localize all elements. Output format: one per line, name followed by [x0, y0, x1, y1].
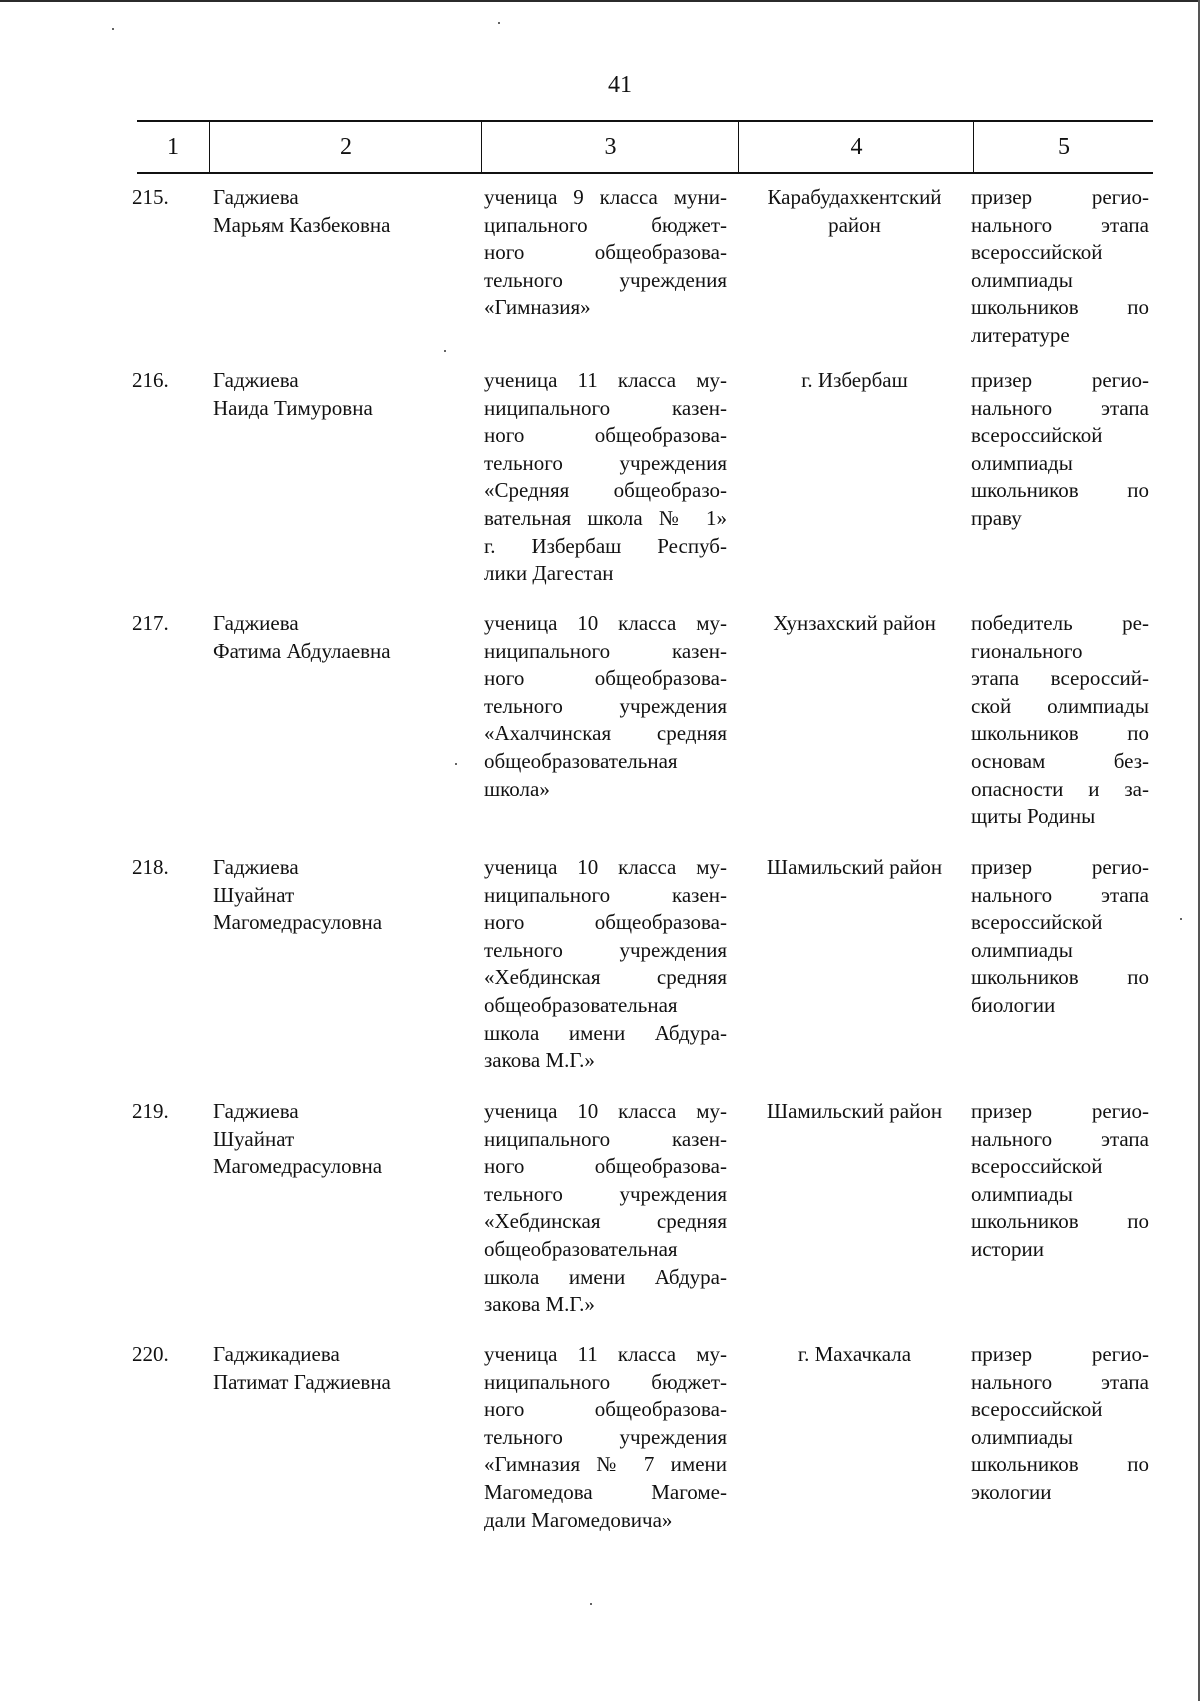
- district: [737, 1341, 972, 1369]
- district-line: Шамильский район: [766, 855, 943, 879]
- student-name-line: Фатима Абдулаевна: [213, 638, 391, 663]
- school-info-line: ученица 9 класса муни-: [484, 185, 727, 209]
- school-info-line: вательная школа № 1»: [484, 505, 727, 530]
- school-info-line: дали Магомедовича»: [484, 1507, 673, 1532]
- student-name-line: Магомедрасуловна: [213, 1154, 383, 1179]
- award-status-line: призер регио-: [971, 1099, 1149, 1123]
- award-status-line: всероссийской: [971, 423, 1103, 448]
- award-status: [971, 1098, 1149, 1264]
- award-status-line: школьников по: [971, 1452, 1149, 1477]
- student-name-line: Гаджикадиева: [213, 1342, 340, 1366]
- school-info-line: ного общеобразова-: [484, 910, 727, 935]
- school-info-line: ученица 10 класса му-: [484, 1099, 727, 1123]
- scan-speck: [590, 1603, 592, 1605]
- student-name: [213, 1098, 473, 1181]
- student-name-line: Шуайнат: [213, 882, 295, 907]
- student-name: [213, 184, 473, 239]
- school-info-line: школа имени Абдура-: [484, 1264, 727, 1289]
- school-info: [484, 1098, 727, 1319]
- district-line: район: [828, 212, 881, 237]
- award-status: [971, 854, 1149, 1020]
- school-info-line: ученица 10 класса му-: [484, 611, 727, 635]
- school-info-line: ученица 11 класса му-: [484, 368, 727, 392]
- award-status-line: призер регио-: [971, 855, 1149, 879]
- award-status-line: основам без-: [971, 748, 1149, 773]
- student-name: [213, 854, 473, 937]
- row-number: 220.: [132, 1342, 169, 1366]
- school-info-line: «Гимназия»: [484, 295, 591, 320]
- table-header: [137, 120, 1153, 174]
- row-number: 216.: [132, 368, 169, 392]
- scan-speck: [444, 350, 446, 352]
- award-status-line: призер регио-: [971, 1342, 1149, 1366]
- award-status-line: олимпиады: [971, 937, 1073, 962]
- school-info-line: г. Избербаш Респуб-: [484, 533, 727, 558]
- award-status-line: призер регио-: [971, 185, 1149, 209]
- district: [737, 610, 972, 638]
- award-status: [971, 610, 1149, 831]
- district-line: г. Махачкала: [797, 1342, 912, 1366]
- scan-speck: [455, 763, 457, 765]
- award-status: [971, 367, 1149, 533]
- header-col-5: 5: [973, 122, 1154, 172]
- award-status-line: олимпиады: [971, 1181, 1073, 1206]
- district: [737, 184, 972, 239]
- school-info-line: ного общеобразова-: [484, 1154, 727, 1179]
- award-status-line: призер регио-: [971, 368, 1149, 392]
- header-col-2: 2: [209, 122, 482, 172]
- student-name-line: Марьям Казбековна: [213, 212, 391, 237]
- header-col-3: 3: [481, 122, 739, 172]
- student-name-line: Наида Тимуровна: [213, 395, 373, 420]
- award-status-line: школьников по: [971, 295, 1149, 320]
- award-status-line: биологии: [971, 992, 1056, 1017]
- school-info-line: ученица 10 класса му-: [484, 855, 727, 879]
- award-status-line: праву: [971, 505, 1022, 530]
- award-status-line: ской олимпиады: [971, 693, 1149, 718]
- award-status: [971, 1341, 1149, 1507]
- award-status-line: щиты Родины: [971, 804, 1096, 829]
- award-status-line: олимпиады: [971, 1424, 1073, 1449]
- award-status-line: всероссийской: [971, 1154, 1103, 1179]
- district: [737, 854, 972, 882]
- award-status-line: нального этапа: [971, 882, 1149, 907]
- school-info-line: Магомедова Магоме-: [484, 1479, 727, 1504]
- school-info-line: ниципального казен-: [484, 882, 727, 907]
- award-status-line: олимпиады: [971, 450, 1073, 475]
- award-status-line: опасности и за-: [971, 776, 1149, 801]
- school-info-line: общеобразовательная: [484, 1236, 678, 1261]
- row-number: 215.: [132, 185, 169, 209]
- school-info-line: закова М.Г.»: [484, 1048, 595, 1073]
- award-status-line: истории: [971, 1236, 1044, 1261]
- school-info-line: «Хебдинская средняя: [484, 965, 727, 990]
- school-info-line: ниципального бюджет-: [484, 1369, 727, 1394]
- award-table: [132, 120, 1153, 1532]
- school-info-line: школа имени Абдура-: [484, 1020, 727, 1045]
- award-status-line: литературе: [971, 322, 1070, 347]
- school-info: [484, 367, 727, 588]
- school-info-line: тельного учреждения: [484, 1424, 727, 1449]
- school-info: [484, 1341, 727, 1534]
- award-status-line: всероссийской: [971, 1397, 1103, 1422]
- award-status-line: экологии: [971, 1479, 1052, 1504]
- student-name-line: Гаджиева: [213, 855, 299, 879]
- school-info-line: ученица 11 класса му-: [484, 1342, 727, 1366]
- school-info-line: «Хебдинская средняя: [484, 1209, 727, 1234]
- student-name: [213, 367, 473, 422]
- student-name-line: Гаджиева: [213, 1099, 299, 1123]
- row-number: 218.: [132, 855, 169, 879]
- school-info: [484, 184, 727, 322]
- school-info-line: ниципального казен-: [484, 638, 727, 663]
- row-number: 219.: [132, 1099, 169, 1123]
- scan-speck: [112, 28, 114, 30]
- scan-speck: [498, 22, 500, 24]
- school-info-line: лики Дагестан: [484, 561, 614, 586]
- school-info-line: «Средняя общеобразо-: [484, 478, 727, 503]
- award-status-line: школьников по: [971, 721, 1149, 746]
- district-line: Хунзахский район: [773, 611, 936, 635]
- award-status-line: всероссийской: [971, 910, 1103, 935]
- school-info-line: тельного учреждения: [484, 450, 727, 475]
- school-info-line: ного общеобразова-: [484, 423, 727, 448]
- school-info-line: ниципального казен-: [484, 1126, 727, 1151]
- district: [737, 367, 972, 395]
- award-status: [971, 184, 1149, 350]
- award-status-line: нального этапа: [971, 1369, 1149, 1394]
- school-info-line: школа»: [484, 776, 550, 801]
- award-status-line: олимпиады: [971, 267, 1073, 292]
- school-info-line: «Гимназия № 7 имени: [484, 1452, 727, 1477]
- award-status-line: нального этапа: [971, 1126, 1149, 1151]
- school-info-line: ного общеобразова-: [484, 1397, 727, 1422]
- student-name: [213, 610, 473, 665]
- school-info-line: ного общеобразова-: [484, 666, 727, 691]
- page-number: 41: [608, 72, 632, 98]
- school-info-line: тельного учреждения: [484, 693, 727, 718]
- row-number: 217.: [132, 611, 169, 635]
- school-info-line: закова М.Г.»: [484, 1292, 595, 1317]
- district-line: г. Избербаш: [801, 368, 908, 392]
- award-status-line: школьников по: [971, 478, 1149, 503]
- student-name-line: Гаджиева: [213, 368, 299, 392]
- school-info-line: ципального бюджет-: [484, 212, 727, 237]
- award-status-line: нального этапа: [971, 395, 1149, 420]
- school-info-line: тельного учреждения: [484, 1181, 727, 1206]
- district: [737, 1098, 972, 1126]
- scan-edge-top: [0, 0, 1200, 2]
- award-status-line: этапа всероссий-: [971, 666, 1149, 691]
- district-line: Карабудахкентский: [767, 185, 942, 209]
- scan-speck: [1180, 918, 1182, 920]
- student-name-line: Патимат Гаджиевна: [213, 1369, 391, 1394]
- student-name-line: Магомедрасуловна: [213, 910, 383, 935]
- student-name-line: Гаджиева: [213, 611, 299, 635]
- award-status-line: победитель ре-: [971, 611, 1149, 635]
- header-col-4: 4: [738, 122, 974, 172]
- award-status-line: школьников по: [971, 1209, 1149, 1234]
- school-info-line: тельного учреждения: [484, 267, 727, 292]
- student-name: [213, 1341, 473, 1396]
- school-info-line: тельного учреждения: [484, 937, 727, 962]
- school-info: [484, 854, 727, 1075]
- school-info-line: ного общеобразова-: [484, 240, 727, 265]
- header-col-1: 1: [167, 134, 179, 160]
- school-info-line: общеобразовательная: [484, 748, 678, 773]
- award-status-line: всероссийской: [971, 240, 1103, 265]
- award-status-line: гионального: [971, 638, 1083, 663]
- school-info-line: «Ахалчинская средняя: [484, 721, 727, 746]
- school-info-line: ниципального казен-: [484, 395, 727, 420]
- award-status-line: нального этапа: [971, 212, 1149, 237]
- school-info-line: общеобразовательная: [484, 992, 678, 1017]
- district-line: Шамильский район: [766, 1099, 943, 1123]
- award-status-line: школьников по: [971, 965, 1149, 990]
- school-info: [484, 610, 727, 803]
- student-name-line: Шуайнат: [213, 1126, 295, 1151]
- student-name-line: Гаджиева: [213, 185, 299, 209]
